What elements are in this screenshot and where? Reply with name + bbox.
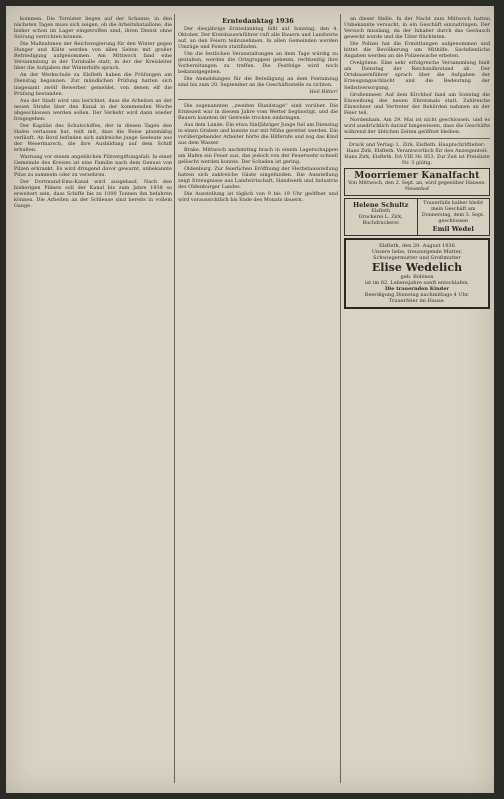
section-divider (344, 138, 490, 139)
column-middle (178, 16, 338, 781)
article-paragraph: An der Werkschule zu Elsfleth haben die Prüfungen am Dienstag begonnen. Zur mündlichen Prüfung hatten sich insgesamt zwölf Bewerber gemeldet, von denen elf die Prüfung bestanden. (14, 72, 172, 97)
column-right (344, 16, 490, 781)
article-paragraph: Warnung vor einem angeblichen Pilzvergiftungsfall. In einer Gemeinde des Kreises ist eine Familie nach dem Genuss von Pilzen erkrankt. Es wird dringend davor gewarnt, unbekannte Pilze zu sammeln oder zu verzehren. (14, 154, 172, 179)
advertisement-kanalfacht (344, 168, 490, 196)
article-paragraph: Aus der Stadt wird uns berichtet, dass die Arbeiten an der neuen Straße über den Kanal in der kommenden Woche abgeschlossen werden sollen. Der Verkehr wird dann wieder freigegeben. (14, 97, 172, 122)
article-paragraph: Die Maßnahmen der Reichsregierung für den Winter gegen Hunger und Kälte werden von allen Seiten mit großer Befriedigung aufgenommen. Am Mittwoch fand eine Versammlung in der Turnhalle statt, in der der Kreisleiter über die Aufgaben der Winterhilfe sprach. (14, 41, 172, 72)
death-burial: Beerdigung Dienstag nachmittags 4 Uhr. Trauerfeier im Hause. (364, 292, 470, 305)
death-mourners: Die trauernden Kinder (384, 286, 450, 293)
ad-text: Druckerei L. Zirk, Buchdruckerei (358, 215, 403, 227)
article-paragraph: Der Dortmund-Ems-Kanal wird ausgebaut. Nach den bisherigen Plänen soll der Kanal bis zum Jahre 1938 so erweitert sein, dass Schiffe bis zu 1000 Tonnen ihn befahren können. Die Arbeiten an der Schleuse sind bereits in vollem Gange. (14, 179, 172, 210)
article-paragraph: Um die festlichen Veranstaltungen an dem Tage würdig zu gestalten, werden die Ortsgruppen gebeten, rechtzeitig ihre Vorbereitungen zu treffen. Die Festfolge wird noch bekanntgegeben. (178, 51, 338, 76)
death-place-date: Elsfleth, den 29. August 1936 (379, 243, 455, 250)
article-paragraph: Aus dem Lande. Ein etwa fünfjähriger Junge fiel am Dienstag in einen Graben und konnte nur mit Mühe gerettet werden. Ein vorübergehender Arbeiter hörte die Hilferufe und zog das Kind aus dem Wasser. (178, 121, 338, 146)
advertisement-row (344, 198, 490, 236)
ad-text: Trauerfalls halber bleibt mein Geschäft am Donnerstag, dem 3. Sept. geschlossen (421, 201, 485, 225)
death-text: ist im 82. Lebensjahre sanft entschlafen. (364, 280, 470, 287)
column-left (14, 16, 172, 781)
section-divider (178, 99, 338, 100)
ad-text: Von Mittwoch, den 2. Sept. an, wird gegenüber Hansen, Neuenhof (348, 181, 486, 193)
article-paragraph: kommen. Die Tornister liegen auf der Schanze; in den nächsten Tagen muss sich zeigen, ob die Arbeitsbataillone, die bisher schon im Lager eingetroffen sind, ihren Dienst ohne Störung verrichten können. (14, 16, 172, 41)
column-rule (174, 14, 175, 783)
article-paragraph: Oldenburg. Zur feierlichen Eröffnung der Herbstausstellung hatten sich zahlreiche Gäste eingefunden. Die Ausstellung zeigt Erzeugnisse aus Landwirtschaft, Handwerk und Industrie des Oldenburger Landes. (178, 165, 338, 191)
death-notice (344, 238, 490, 309)
ad-name: Helene Schultz (352, 201, 409, 210)
article-paragraph: Großenmeer. Auf dem Kirchhof fand am Sonntag die Einweihung des neuen Ehrenmals statt. Zahlreiche Einwohner und Vertreter der Behörden nahmen an der Feier teil. (344, 91, 490, 116)
ad-text: Elsfleth (371, 209, 391, 215)
article-paragraph: Die Polizei hat die Ermittlungen aufgenommen und bittet die Bevölkerung um Mithilfe. Sachdienliche Angaben werden an die Polizeiwache erbeten. (344, 41, 490, 60)
death-name: Elise Wedelich (371, 261, 463, 275)
article-paragraph: Nordenham. Am 29. Mai ist nicht geschlossen, und es wird ausdrücklich darauf hingewiesen, dass die Geschäfte während der üblichen Zeiten geöffnet bleiben. (344, 116, 490, 135)
article-heading: Erntedanktag 1936 (222, 17, 294, 25)
death-born: geb. Böhlsen (400, 274, 434, 281)
article-paragraph: Ovelgönne. Eine sehr erfolgreiche Versammlung hielt am Dienstag der Reichsnährstand ab. Der Ortsbauernführer sprach über die Aufgaben der Erzeugungsschlacht und die Bedeutung der Selbstversorgung. (344, 60, 490, 91)
publisher-imprint: Druck und Verlag: L. Zirk, Elsfleth. Hauptschriftleiter: Hans Zirk, Elsfleth. Verantwortlich für den Anzeigenteil: Hans Zirk, Elsfleth. DA VIII 36: 853. Zur Zeit ist Preisliste Nr. 3 gültig. (344, 141, 490, 167)
ad-cell-left (345, 199, 417, 235)
article-signature: Heil Hitler! (309, 89, 338, 96)
article-paragraph: an dieser Stelle. In der Nacht zum Mittwoch hatten Unbekannte versucht, in ein Geschäft einzudringen. Der Versuch misslang, da der Inhaber durch das Geräusch geweckt wurde und die Täter flüchteten. (344, 16, 490, 41)
article-paragraph: Der Kapitän des Schulschiffes, der in diesen Tagen den Hafen verlassen hat, teilt mit, dass die Reise planmäßig verläuft. An Bord befinden sich zahlreiche junge Seeleute aus der Wesermarsch, die ihre Ausbildung auf dem Schiff erhalten. (14, 122, 172, 153)
newspaper-page (6, 6, 494, 793)
ad-name: Emil Wedel (432, 225, 474, 234)
column-rule (340, 14, 341, 783)
death-intro: Unsere liebe, treusorgende Mutter, Schwiegermutter und Großmutter (371, 249, 463, 262)
article-paragraph: Die Ausstellung ist täglich von 9 bis 19 Uhr geöffnet und wird voraussichtlich bis Ende des Monats dauern. (178, 191, 338, 204)
article-paragraph: Brake. Mittwoch nachmittag brach in einem Lagerschuppen am Hafen ein Feuer aus, das jedoch von der Feuerwehr schnell gelöscht werden konnte. Der Schaden ist gering. (178, 146, 338, 165)
ad-title: Moorriemer Kanalfacht (354, 171, 480, 182)
article-paragraph: Die Anmeldungen für die Beteiligung an dem Festumzug sind bis zum 20. September an die Geschäftsstelle zu richten. (178, 76, 338, 89)
article-paragraph: Der diesjährige Erntedanktag fällt auf Sonntag, den 4. Oktober. Der Kreisbauernführer ruft alle Bauern und Landwirte auf, an den Feiern teilzunehmen. In allen Gemeinden werden Umzüge und Feiern stattfinden. (178, 26, 338, 51)
article-paragraph: Die sogenannten ,,zweiten Hundstage'' sind vorüber. Die Erntezeit war in diesem Jahre vom Wetter begünstigt, und die Bauern konnten ihr Getreide trocken einbringen. (178, 102, 338, 121)
ad-cell-right (417, 199, 490, 235)
